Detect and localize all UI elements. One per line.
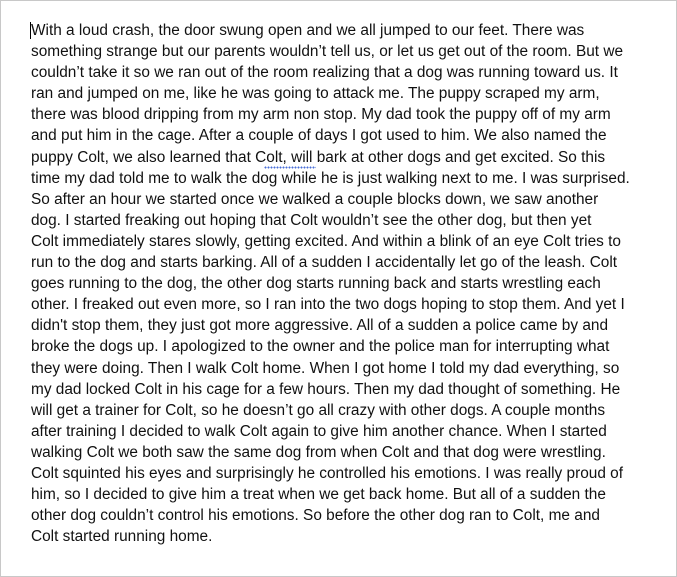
text-line: time my dad told me to walk the dog while he is just walking next to me. I was surprised. (31, 169, 630, 187)
text-line: goes running to the dog, the other dog starts running back and starts wrestling each (31, 275, 601, 293)
text-line: and put him in the cage. After a couple of days I got used to him. We also named the (31, 127, 607, 145)
text-line: other dog couldn’t control his emotions. So before the other dog ran to Colt, me and (31, 507, 600, 525)
text-line: after training I decided to walk Colt again to give him another chance. When I started (31, 422, 607, 440)
text-line: will get a trainer for Colt, so he doesn’t go all crazy with other dogs. A couple months (31, 401, 606, 419)
text-line: So after an hour we started once we walked a couple blocks down, we saw another (31, 190, 599, 208)
text-line: there was blood dripping from my arm non stop. My dad took the puppy off of my arm (31, 106, 611, 124)
document-body[interactable] (31, 20, 671, 547)
text-line: other. I freaked out even more, so I ran into the two dogs hoping to stop them. And yet I (31, 296, 625, 314)
text-line: my dad locked Colt in his cage for a few hours. Then my dad thought of something. He (31, 380, 621, 398)
text-line: ran and jumped on me, like he was going to attack me. The puppy scraped my arm, (31, 85, 600, 103)
text-line: Colt started running home. (31, 528, 213, 546)
text-line: puppy Colt, we also learned that Colt, will bark at other dogs and get excited. So this (31, 148, 606, 166)
text-line: him, so I decided to give him a treat when we get back home. But all of a sudden the (31, 486, 606, 504)
text-line: broke the dogs up. I apologized to the owner and the police man for interrupting what (31, 338, 610, 356)
text-line: Colt squinted his eyes and surprisingly he controlled his emotions. I was really proud of (31, 464, 623, 482)
text-line: run to the dog and starts barking. All of a sudden I accidentally let go of the leash. Colt (31, 254, 618, 272)
text-line: With a loud crash, the door swung open and we all jumped to our feet. There was (31, 22, 585, 39)
text-line: couldn’t take it so we ran out of the room realizing that a dog was running toward us. It (31, 64, 618, 82)
text-line: they were doing. Then I walk Colt home. When I got home I told my dad everything, so (31, 359, 620, 377)
text-line: dog. I started freaking out hoping that Colt wouldn’t see the other dog, but then yet (31, 211, 592, 229)
spellcheck-underline (264, 166, 316, 169)
text-line: something strange but our parents wouldn’t tell us, or let us get out of the room. But we (31, 43, 624, 61)
text-line: didn't stop them, they just got more aggressive. All of a sudden a police came by and (31, 317, 608, 335)
text-line: Colt immediately stares slowly, getting excited. And within a blink of an eye Colt tries to (31, 232, 621, 250)
text-line: walking Colt we both saw the same dog from when Colt and that dog were wrestling. (31, 443, 606, 461)
